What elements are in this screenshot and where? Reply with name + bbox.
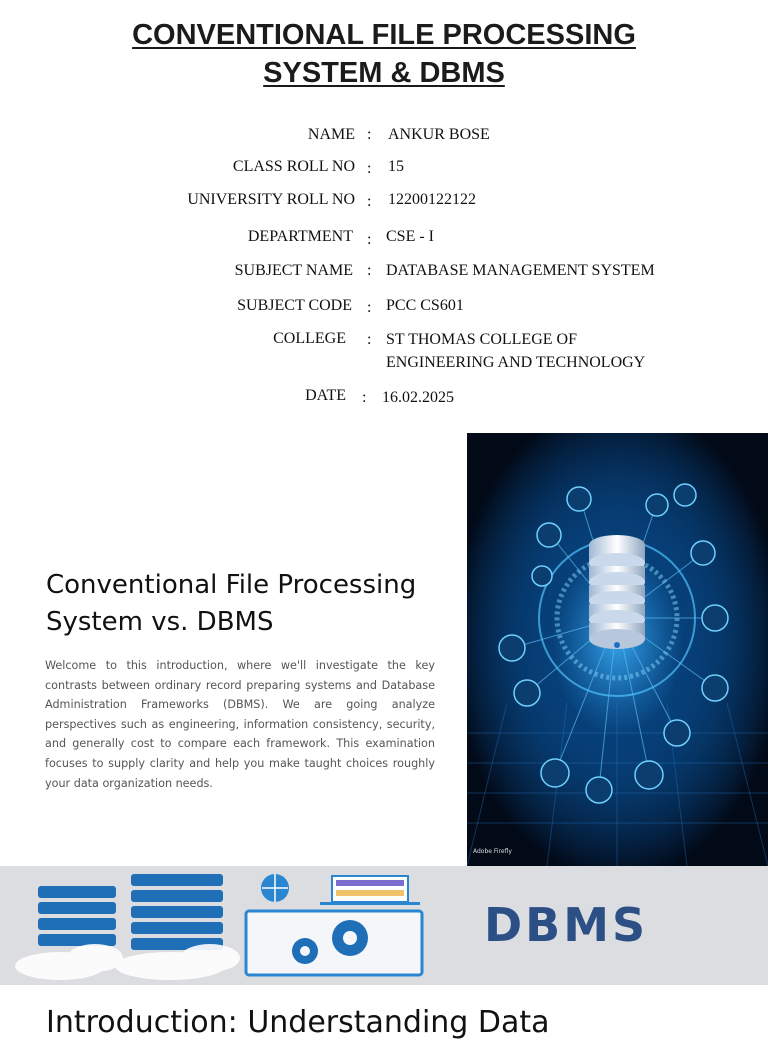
title-line-2: SYSTEM & DBMS [263, 57, 505, 89]
database-icon [467, 433, 768, 866]
info-value-subject-name: DATABASE MANAGEMENT SYSTEM [386, 262, 655, 279]
info-value-class-roll: 15 [388, 158, 404, 175]
info-colon: : [367, 262, 372, 279]
document-title [0, 16, 768, 92]
slide-heading: Conventional File Processing System vs. DBMS [46, 570, 417, 637]
info-value-date: 16.02.2025 [382, 389, 454, 406]
info-colon: : [367, 160, 372, 177]
dbms-banner [0, 866, 768, 985]
info-label-college: COLLEGE [273, 330, 346, 347]
info-label-date: DATE [305, 387, 346, 404]
info-colon: : [367, 331, 372, 348]
info-colon: : [367, 126, 372, 143]
info-label-class-roll: CLASS ROLL NO [232, 158, 355, 175]
database-hero-image [467, 433, 768, 866]
info-value-college-line2: ENGINEERING AND TECHNOLOGY [386, 354, 646, 371]
title-line-1: CONVENTIONAL FILE PROCESSING [132, 19, 636, 51]
info-colon: : [367, 299, 372, 316]
info-colon: : [367, 231, 372, 248]
info-label-name: NAME [307, 126, 355, 143]
info-value-department: CSE - I [386, 228, 434, 245]
slide-body-text: Welcome to this introduction, where we'll investigate the key contrasts between ordinary record preparing systems and Database Administration Frameworks (DBMS). We are going analyze perspectives such as engineering, information consistency, security, and generally cost to compare each framework. This examination focuses to supply clarity and help you make taught choices roughly your data organization needs. [45, 659, 435, 790]
info-colon: : [367, 193, 372, 210]
info-value-subject-code: PCC CS601 [386, 297, 464, 314]
info-value-name: ANKUR BOSE [388, 126, 490, 143]
info-label-department: DEPARTMENT [247, 228, 353, 245]
info-value-university-roll: 12200122122 [388, 191, 476, 208]
info-label-subject-name: SUBJECT NAME [234, 262, 353, 279]
dbms-banner-label: DBMS [484, 898, 649, 952]
info-value-college-line1: ST THOMAS COLLEGE OF [386, 331, 577, 348]
image-credit: Adobe Firefly [473, 848, 512, 855]
info-label-subject-code: SUBJECT CODE [237, 297, 352, 314]
info-label-university-roll: UNIVERSITY ROLL NO [187, 191, 355, 208]
server-icon [0, 866, 470, 985]
info-colon: : [362, 389, 367, 406]
next-section-heading: Introduction: Understanding Data [46, 1005, 550, 1040]
globe-icon [261, 874, 289, 902]
cloud-icon [15, 944, 240, 980]
